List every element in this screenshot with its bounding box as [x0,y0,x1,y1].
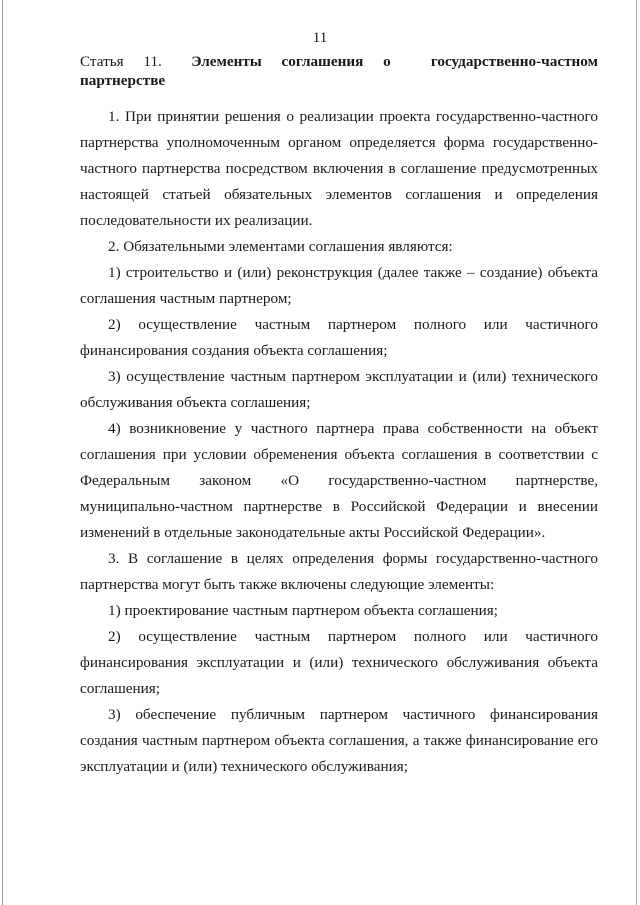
list-item: 2) осуществление частным партнером полного или частичного финансирования эксплуатации и (или) технического обслуживания объекта соглашения; [80,628,598,697]
list-item: 1) строительство и (или) реконструкция (далее также – создание) объекта соглашения частным партнером; [80,264,598,307]
list-item: 2) осуществление частным партнером полного или частичного финансирования создания объекта соглашения; [80,316,598,359]
article-title-continuation: партнерстве [80,72,166,89]
article-heading-line-1: Статья 11. Элементы соглашения о государственно-частном [80,53,598,70]
scan-edge-right [636,0,637,905]
list-item: 4) возникновение у частного партнера права собственности на объект соглашения при условии обременения объекта соглашения в соответствии с Федеральным законом «О государственно-частном партнерстве, муниципально-частном партнерстве в Российской Федерации и внесении изменений в отдельные законодательные акты Российской Федерации». [80,420,598,541]
article-title-word: государственно-частном [430,53,598,70]
document-body [80,52,598,780]
paragraph: 2. Обязательными элементами соглашения являются: [108,238,453,255]
page-number: 11 [312,30,328,46]
list-item: 1) проектирование частным партнером объекта соглашения; [108,602,498,619]
list-item: 3) осуществление частным партнером эксплуатации и (или) технического обслуживания объекта соглашения; [80,368,598,411]
article-title-word: Элементы [191,53,262,70]
paragraph: 1. При принятии решения о реализации проекта государственно-частного партнерства уполномоченным органом определяется форма государственно-частного партнерства посредством включения в соглашение предусмотренных настоящей статьей обязательных элементов соглашения и определения последовательности их реализации. [80,108,598,229]
article-title-word: соглашения [281,53,364,70]
paragraph: 3. В соглашение в целях определения формы государственно-частного партнерства могут быть также включены следующие элементы: [80,550,598,593]
article-heading [80,52,598,90]
scan-edge-left [2,0,3,905]
list-item: 3) обеспечение публичным партнером частичного финансирования создания частным партнером объекта соглашения, а также финансирование его эксплуатации и (или) технического обслуживания; [80,706,598,775]
article-prefix: Статья [80,53,124,70]
